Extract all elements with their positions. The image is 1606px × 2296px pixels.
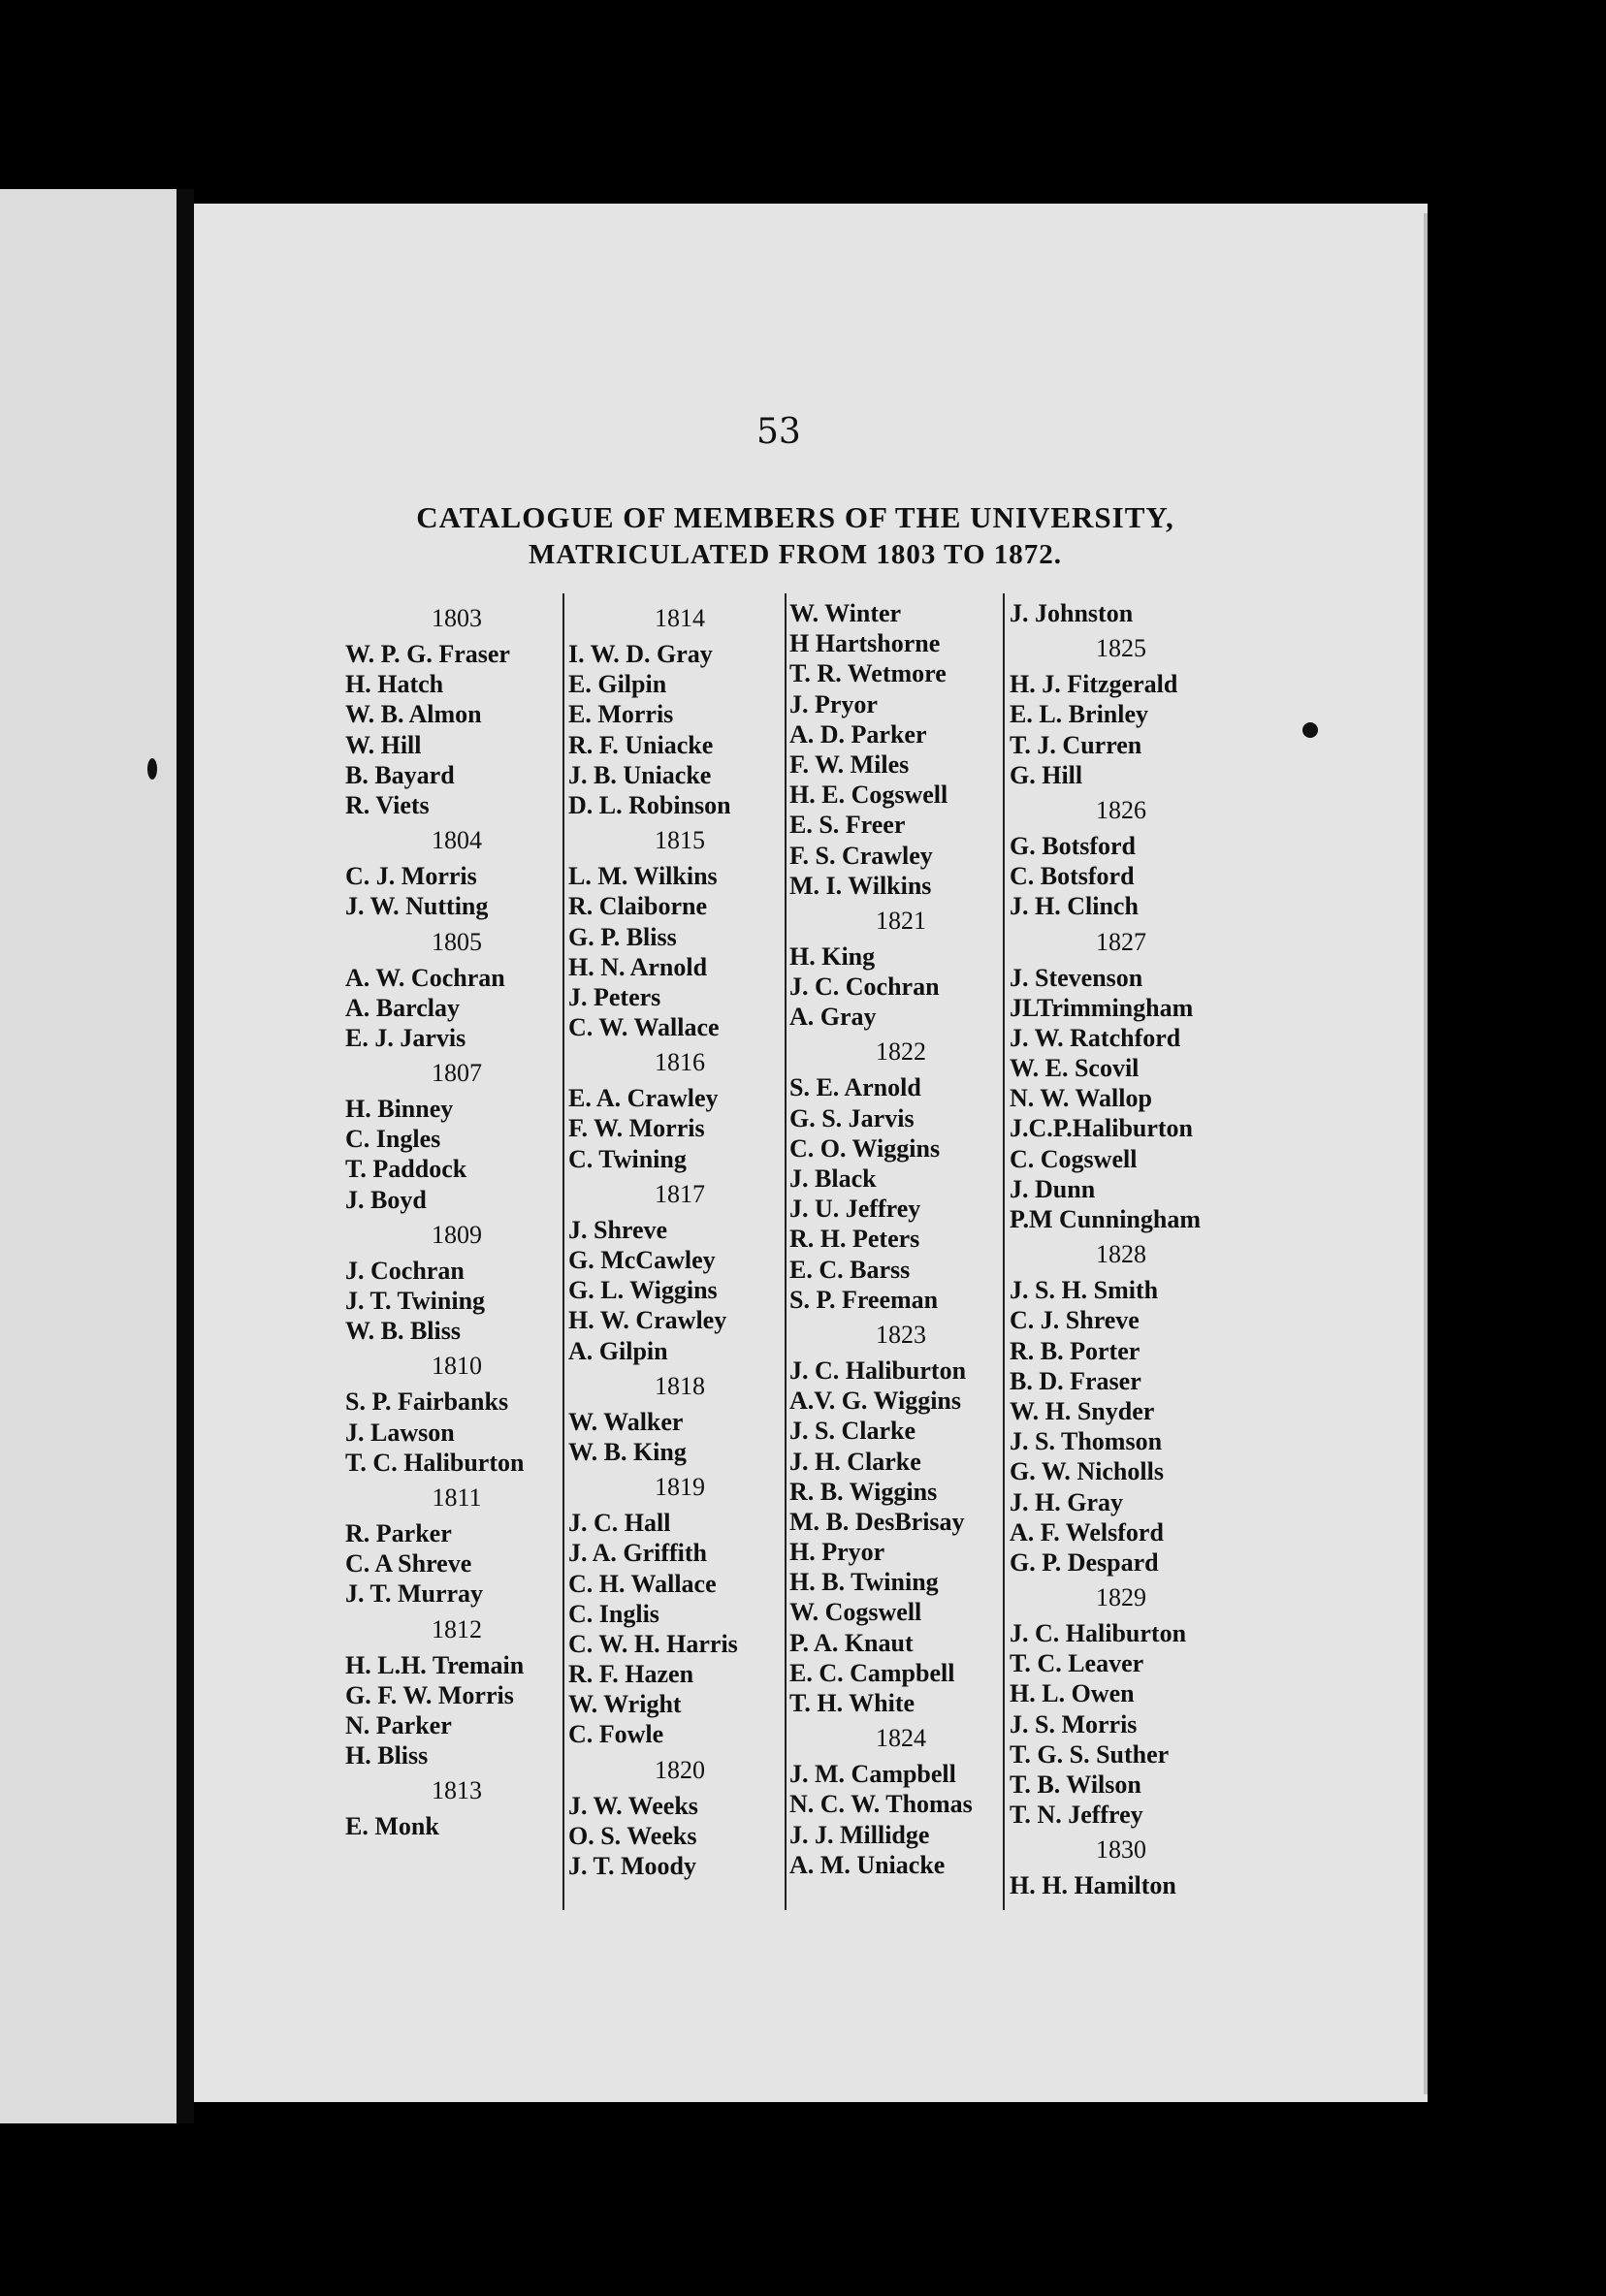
member-name: W. H. Snyder	[1010, 1396, 1155, 1425]
facing-page-edge	[0, 189, 180, 2123]
member-name: J. C. Cochran	[789, 973, 940, 1002]
member-name: H Hartshorne	[789, 629, 941, 658]
member-name: T. G. S. Suther	[1010, 1739, 1170, 1769]
member-name: J. Dunn	[1010, 1174, 1096, 1203]
member-name: B. Bayard	[345, 760, 455, 789]
year-heading: 1815	[655, 826, 705, 855]
member-name: W. B. Almon	[345, 700, 482, 729]
member-name: J. M. Campbell	[789, 1760, 956, 1789]
member-name: C. Fowle	[568, 1720, 664, 1749]
member-name: J.C.P.Haliburton	[1010, 1114, 1194, 1143]
member-name: J. Lawson	[345, 1418, 455, 1447]
member-name: J. S. H. Smith	[1010, 1276, 1159, 1305]
member-name: T. J. Curren	[1010, 730, 1142, 759]
member-name: J. W. Nutting	[345, 892, 489, 921]
names-column-4	[1010, 598, 1233, 1901]
member-name: H. Pryor	[789, 1538, 885, 1567]
member-name: J. Shreve	[568, 1215, 668, 1244]
member-name: H. J. Fitzgerald	[1010, 670, 1178, 699]
member-name: A.V. G. Wiggins	[789, 1387, 962, 1416]
member-name: E. Gilpin	[568, 670, 667, 699]
member-name: A. F. Welsford	[1010, 1517, 1164, 1547]
page-number: 53	[756, 412, 801, 452]
member-name: H. Binney	[345, 1095, 454, 1124]
member-name: T. R. Wetmore	[789, 659, 947, 688]
member-name: G. S. Jarvis	[789, 1103, 915, 1132]
member-name: C. Ingles	[345, 1125, 441, 1154]
year-heading: 1824	[876, 1724, 926, 1753]
member-name: R. F. Uniacke	[568, 730, 714, 759]
member-name: R. Viets	[345, 790, 430, 819]
member-name: H. B. Twining	[789, 1568, 939, 1597]
member-name: N. W. Wallop	[1010, 1084, 1152, 1113]
year-heading: 1819	[655, 1473, 705, 1502]
member-name: H. E. Cogswell	[789, 781, 948, 810]
member-name: W. P. G. Fraser	[345, 640, 510, 668]
year-heading: 1813	[432, 1776, 482, 1805]
book-gutter	[177, 189, 194, 2123]
member-name: W. Cogswell	[789, 1598, 922, 1627]
year-heading: 1816	[655, 1048, 705, 1077]
member-name: J. H. Gray	[1010, 1487, 1123, 1516]
member-name: C. J. Shreve	[1010, 1306, 1140, 1335]
member-name: G. P. Bliss	[568, 922, 677, 951]
year-heading: 1822	[876, 1037, 926, 1067]
member-name: J. Pryor	[789, 689, 878, 718]
member-name: G. Botsford	[1010, 831, 1136, 860]
member-name: A. W. Cochran	[345, 963, 505, 992]
member-name: H. King	[789, 941, 876, 971]
column-divider	[785, 593, 787, 1910]
member-name: J. W. Ratchford	[1010, 1023, 1181, 1052]
member-name: R. B. Wiggins	[789, 1477, 938, 1506]
member-name: C. O. Wiggins	[789, 1133, 941, 1163]
member-name: J. S. Morris	[1010, 1709, 1138, 1738]
catalogue-subtitle: MATRICULATED FROM 1803 TO 1872.	[528, 539, 1063, 570]
year-heading: 1823	[876, 1320, 926, 1349]
year-heading: 1805	[432, 927, 482, 956]
year-heading: 1821	[876, 906, 926, 935]
member-name: M. B. DesBrisay	[789, 1507, 965, 1536]
member-name: A. Gray	[789, 1003, 877, 1032]
member-name: R. H. Peters	[789, 1225, 920, 1254]
member-name: J. S. Thomson	[1010, 1427, 1163, 1456]
member-name: J. W. Weeks	[568, 1791, 698, 1820]
member-name: J. C. Haliburton	[789, 1355, 967, 1385]
member-name: R. F. Hazen	[568, 1660, 694, 1689]
member-name: T. H. White	[789, 1689, 915, 1717]
member-name: C. Inglis	[568, 1599, 659, 1628]
member-name: I. W. D. Gray	[568, 640, 713, 668]
member-name: J. Johnston	[1010, 599, 1134, 627]
year-heading: 1820	[655, 1755, 705, 1784]
member-name: E. Monk	[345, 1812, 439, 1841]
member-name: E. S. Freer	[789, 811, 906, 840]
member-name: H. L.H. Tremain	[345, 1650, 525, 1679]
year-heading: 1809	[432, 1220, 482, 1249]
year-heading: 1807	[432, 1059, 482, 1088]
member-name: R. B. Porter	[1010, 1336, 1140, 1365]
member-name: W. Winter	[789, 599, 902, 627]
member-name: J. H. Clarke	[789, 1447, 921, 1476]
member-name: J. S. Clarke	[789, 1417, 915, 1446]
member-name: A. Gilpin	[568, 1336, 668, 1365]
year-heading: 1812	[432, 1614, 482, 1643]
member-name: A. Barclay	[345, 993, 460, 1022]
member-name: L. M. Wilkins	[568, 862, 718, 891]
member-name: F. W. Morris	[568, 1114, 705, 1143]
year-heading: 1811	[432, 1483, 482, 1512]
member-name: J. C. Haliburton	[1010, 1619, 1187, 1648]
member-name: J. C. Hall	[568, 1509, 671, 1538]
member-name: G. Hill	[1010, 760, 1083, 789]
member-name: C. Botsford	[1010, 862, 1135, 891]
member-name: J. Peters	[568, 982, 661, 1011]
member-name: H. N. Arnold	[568, 952, 708, 981]
member-name: P.M Cunningham	[1010, 1205, 1201, 1233]
ink-blot	[1302, 722, 1318, 738]
member-name: R. Parker	[345, 1518, 452, 1547]
member-name: C. H. Wallace	[568, 1569, 717, 1598]
member-name: C. W. H. Harris	[568, 1629, 738, 1658]
member-name: W. Hill	[345, 730, 422, 759]
member-name: N. C. W. Thomas	[789, 1790, 973, 1819]
year-heading: 1814	[655, 604, 705, 632]
member-name: G. W. Nicholls	[1010, 1457, 1164, 1486]
year-heading: 1825	[1096, 634, 1146, 663]
member-name: W. B. King	[568, 1437, 687, 1466]
year-heading: 1803	[432, 604, 482, 632]
member-name: E. J. Jarvis	[345, 1023, 466, 1052]
year-heading: 1810	[432, 1352, 482, 1381]
member-name: T. N. Jeffrey	[1010, 1801, 1143, 1830]
member-name: F. W. Miles	[789, 749, 910, 779]
member-name: R. Claiborne	[568, 892, 707, 921]
member-name: JLTrimmingham	[1010, 993, 1194, 1022]
member-name: C. A Shreve	[345, 1549, 472, 1578]
member-name: P. A. Knaut	[789, 1628, 914, 1657]
member-name: H. W. Crawley	[568, 1306, 727, 1335]
member-name: G. P. Despard	[1010, 1547, 1159, 1577]
member-name: J. T. Moody	[568, 1852, 696, 1880]
member-name: S. P. Freeman	[789, 1285, 939, 1314]
member-name: G. F. W. Morris	[345, 1680, 514, 1709]
member-name: W. Wright	[568, 1690, 682, 1719]
member-name: C. Cogswell	[1010, 1144, 1138, 1173]
column-divider	[562, 593, 564, 1910]
member-name: A. D. Parker	[789, 719, 927, 749]
year-heading: 1828	[1096, 1240, 1146, 1269]
member-name: N. Parker	[345, 1710, 452, 1739]
member-name: E. C. Campbell	[789, 1658, 955, 1687]
year-heading: 1827	[1096, 927, 1146, 956]
member-name: E. A. Crawley	[568, 1084, 719, 1113]
member-name: J. Boyd	[345, 1185, 427, 1214]
member-name: J. B. Uniacke	[568, 760, 712, 789]
member-name: H. H. Hamilton	[1010, 1871, 1176, 1900]
member-name: J. A. Griffith	[568, 1539, 707, 1568]
member-name: C. W. Wallace	[568, 1013, 720, 1042]
member-name: O. S. Weeks	[568, 1821, 697, 1850]
catalogue-title: CATALOGUE OF MEMBERS OF THE UNIVERSITY,	[416, 500, 1174, 534]
member-name: J. Black	[789, 1164, 877, 1193]
member-name: M. I. Wilkins	[789, 871, 932, 900]
year-heading: 1829	[1096, 1583, 1146, 1612]
year-heading: 1817	[655, 1179, 705, 1208]
member-name: E. Morris	[568, 700, 674, 729]
year-heading: 1826	[1096, 795, 1146, 824]
member-name: A. M. Uniacke	[789, 1850, 946, 1879]
member-name: E. C. Barss	[789, 1255, 911, 1284]
member-name: J. U. Jeffrey	[789, 1195, 921, 1224]
member-name: S. E. Arnold	[789, 1073, 921, 1102]
ink-mark	[147, 758, 157, 780]
year-heading: 1804	[432, 826, 482, 855]
member-name: J. H. Clinch	[1010, 892, 1139, 921]
member-name: W. B. Bliss	[345, 1317, 461, 1346]
member-name: H. Hatch	[345, 670, 444, 699]
member-name: C. Twining	[568, 1144, 687, 1173]
member-name: T. Paddock	[345, 1155, 467, 1184]
member-name: J. T. Twining	[345, 1287, 486, 1315]
member-name: H. Bliss	[345, 1741, 429, 1770]
member-name: J. Cochran	[345, 1256, 465, 1285]
member-name: J. Stevenson	[1010, 963, 1143, 992]
member-name: T. B. Wilson	[1010, 1770, 1141, 1799]
member-name: J. J. Millidge	[789, 1820, 930, 1849]
member-name: E. L. Brinley	[1010, 700, 1149, 729]
member-name: J. T. Murray	[345, 1579, 484, 1609]
member-name: F. S. Crawley	[789, 841, 933, 870]
member-name: B. D. Fraser	[1010, 1366, 1141, 1395]
page-edge	[1424, 213, 1428, 2094]
member-name: W. E. Scovil	[1010, 1054, 1140, 1083]
year-heading: 1818	[655, 1371, 705, 1400]
member-name: G. McCawley	[568, 1246, 716, 1274]
column-divider	[1003, 593, 1005, 1910]
year-heading: 1830	[1096, 1835, 1146, 1865]
member-name: T. C. Haliburton	[345, 1448, 525, 1477]
member-name: G. L. Wiggins	[568, 1276, 718, 1305]
member-name: C. J. Morris	[345, 862, 477, 891]
member-name: H. L. Owen	[1010, 1679, 1135, 1708]
member-name: S. P. Fairbanks	[345, 1387, 509, 1417]
names-column-3	[789, 598, 1012, 1880]
names-column-2	[568, 598, 791, 1881]
names-column-1	[345, 598, 568, 1841]
member-name: T. C. Leaver	[1010, 1649, 1144, 1678]
member-name: W. Walker	[568, 1407, 684, 1436]
member-name: D. L. Robinson	[568, 790, 731, 819]
